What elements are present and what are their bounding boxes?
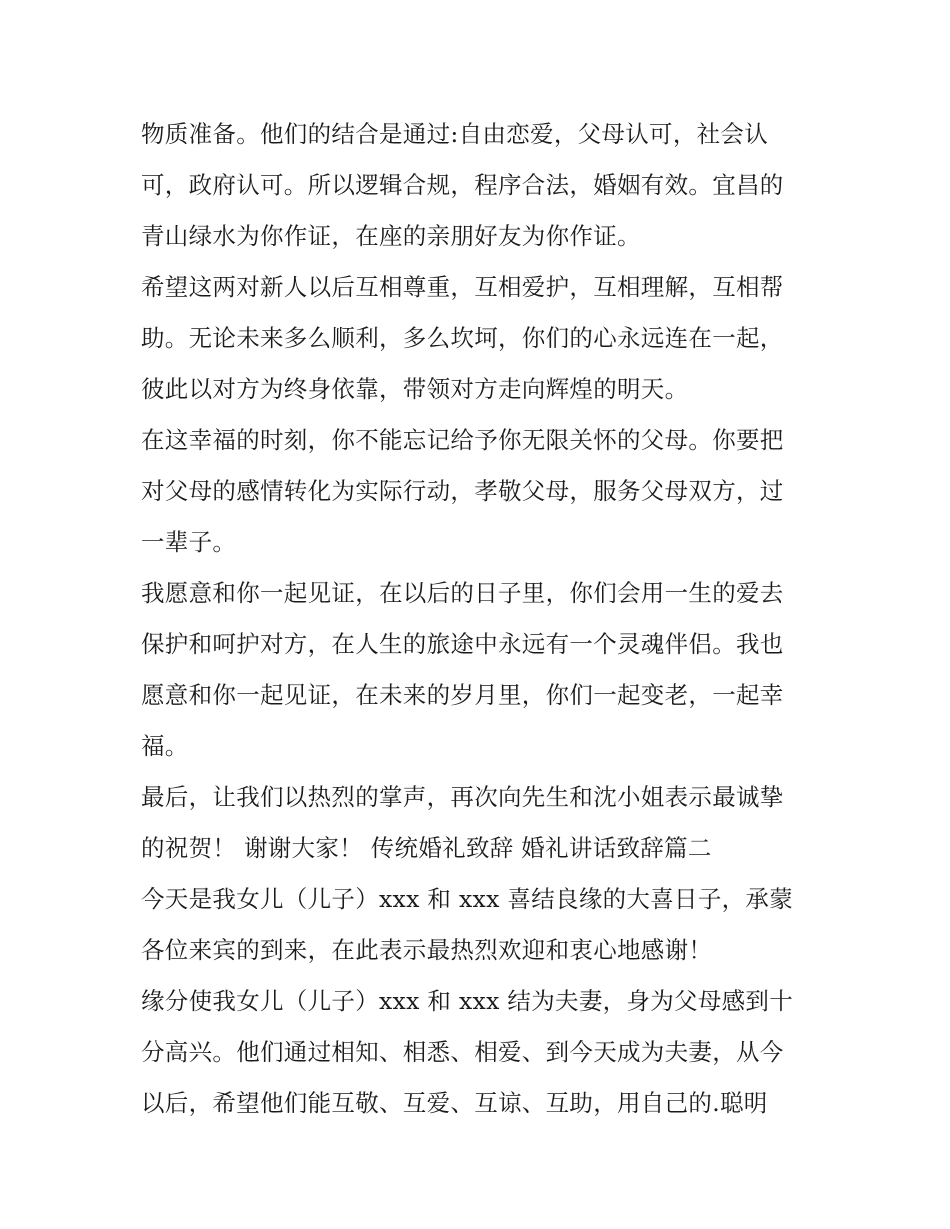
text-line: 的祝贺！ 谢谢大家！ 传统婚礼致辞 婚礼讲话致辞篇二 xyxy=(141,834,712,862)
text-line: 青山绿水为你作证，在座的亲朋好友为你作证。 xyxy=(141,222,641,250)
text-line: 保护和呵护对方，在人生的旅途中永远有一个灵魂伴侣。我也 xyxy=(141,630,784,658)
text-line: 缘分使我女儿（儿子）xxx 和 xxx 结为夫妻，身为父母感到十 xyxy=(141,987,794,1015)
text-line: 分高兴。他们通过相知、相悉、相爱、到今天成为夫妻，从今 xyxy=(141,1038,784,1066)
text-line: 今天是我女儿（儿子）xxx 和 xxx 喜结良缘的大喜日子，承蒙 xyxy=(141,885,794,913)
text-line: 以后，希望他们能互敬、互爱、互谅、互助，用自己的.聪明 xyxy=(141,1089,768,1117)
text-line: 希望这两对新人以后互相尊重，互相爱护，互相理解，互相帮 xyxy=(141,273,784,301)
text-line: 物质准备。他们的结合是通过:自由恋爱，父母认可，社会认 xyxy=(141,120,769,148)
text-line: 对父母的感情转化为实际行动，孝敬父母，服务父母双方，过 xyxy=(141,477,784,505)
text-line: 一辈子。 xyxy=(141,528,237,556)
text-line: 彼此以对方为终身依靠，带领对方走向辉煌的明天。 xyxy=(141,375,689,403)
text-line: 我愿意和你一起见证，在以后的日子里，你们会用一生的爱去 xyxy=(141,579,784,607)
text-line: 各位来宾的到来，在此表示最热烈欢迎和衷心地感谢！ xyxy=(141,936,713,964)
text-line: 助。无论未来多么顺利，多么坎坷，你们的心永远连在一起， xyxy=(141,324,784,352)
text-line: 在这幸福的时刻，你不能忘记给予你无限关怀的父母。你要把 xyxy=(141,426,784,454)
text-line: 福。 xyxy=(141,732,189,760)
text-line: 最后，让我们以热烈的掌声，再次向先生和沈小姐表示最诚挚 xyxy=(141,783,784,811)
document-body xyxy=(141,109,821,1129)
text-line: 愿意和你一起见证，在未来的岁月里，你们一起变老，一起幸 xyxy=(141,681,784,709)
text-line: 可，政府认可。所以逻辑合规，程序合法，婚姻有效。宜昌的 xyxy=(141,171,784,199)
